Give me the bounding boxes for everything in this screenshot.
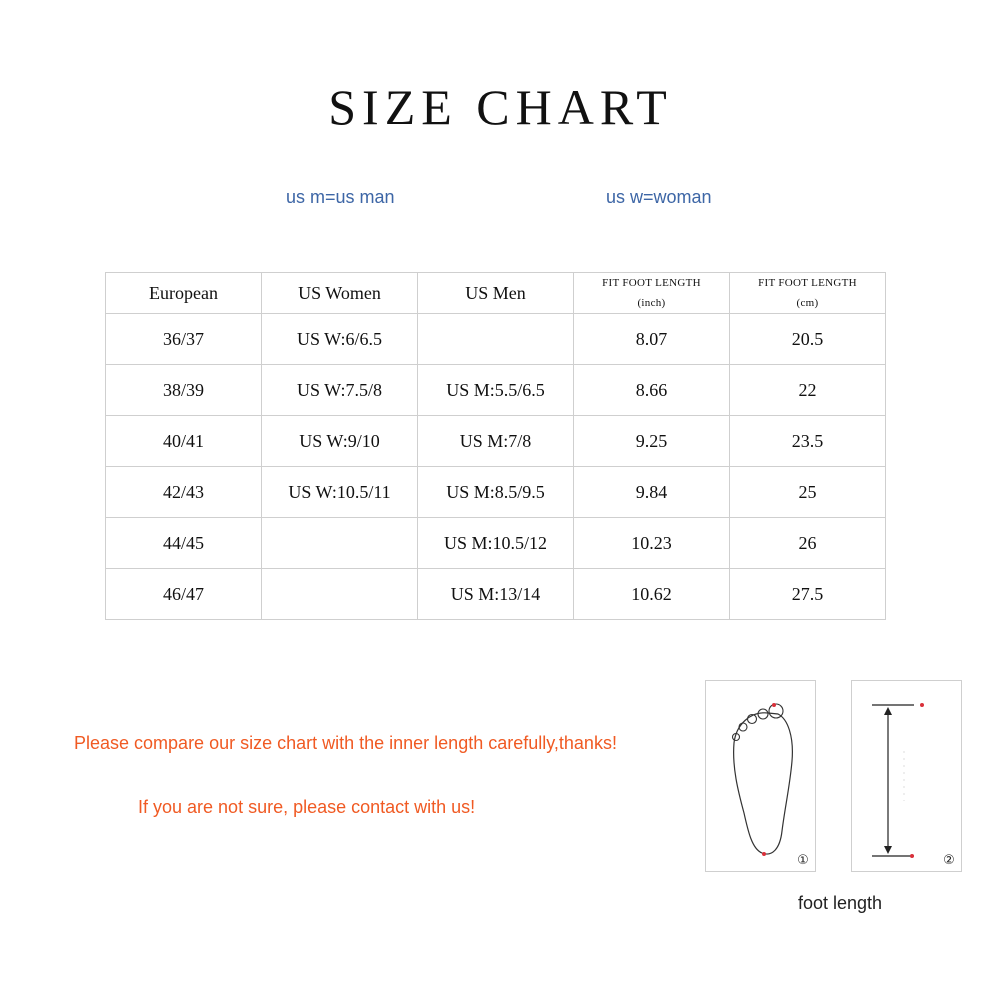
- header-fit-cm-unit: (cm): [796, 297, 819, 309]
- cell-cm: 23.5: [730, 416, 886, 467]
- foot-outline-drawing: [706, 681, 815, 871]
- arrow-up-icon: [884, 707, 892, 715]
- step-one-marker: ①: [797, 853, 809, 868]
- cell-us-women: US W:9/10: [262, 416, 418, 467]
- cell-cm: 22: [730, 365, 886, 416]
- cell-inch: 8.66: [574, 365, 730, 416]
- header-us-men: US Men: [418, 273, 574, 314]
- foot-length-caption: foot length: [798, 893, 883, 913]
- cell-cm: 27.5: [730, 569, 886, 620]
- step-two-marker: ②: [943, 853, 955, 868]
- notice-compare: Please compare our size chart with the inner length carefully,thanks!: [74, 733, 617, 753]
- toe-marker-dot: [772, 703, 776, 707]
- cell-us-men: US M:5.5/6.5: [418, 365, 574, 416]
- cell-us-men: US M:7/8: [418, 416, 574, 467]
- foot-length-figure: [851, 680, 962, 872]
- foot-outline-figure: [705, 680, 816, 872]
- cell-us-men: [418, 314, 574, 365]
- cell-cm: 26: [730, 518, 886, 569]
- table-header-row: [106, 273, 886, 314]
- cell-cm: 20.5: [730, 314, 886, 365]
- cell-inch: 10.62: [574, 569, 730, 620]
- header-fit-cm: [730, 273, 886, 314]
- cell-european: 36/37: [106, 314, 262, 365]
- cell-inch: 9.84: [574, 467, 730, 518]
- cell-us-women: [262, 569, 418, 620]
- header-fit-cm-label: FIT FOOT LENGTH: [758, 277, 857, 289]
- cell-us-men: US M:8.5/9.5: [418, 467, 574, 518]
- header-european: European: [106, 273, 262, 314]
- cell-european: 42/43: [106, 467, 262, 518]
- header-fit-inch-unit: (inch): [637, 297, 666, 309]
- table-row: [106, 569, 886, 620]
- top-marker-dot: [920, 703, 924, 707]
- legend-us-men: us m=us man: [286, 187, 395, 207]
- header-fit-inch-label: FIT FOOT LENGTH: [602, 277, 701, 289]
- table-row: [106, 365, 886, 416]
- cell-european: 46/47: [106, 569, 262, 620]
- legend-us-women: us w=woman: [606, 187, 712, 207]
- cell-inch: 10.23: [574, 518, 730, 569]
- table-row: [106, 314, 886, 365]
- table-row: [106, 518, 886, 569]
- heel-marker-dot: [762, 852, 766, 856]
- cell-us-men: US M:13/14: [418, 569, 574, 620]
- foot-length-drawing: [852, 681, 961, 871]
- cell-us-women: [262, 518, 418, 569]
- table-row: [106, 416, 886, 467]
- header-us-women: US Women: [262, 273, 418, 314]
- table-row: [106, 467, 886, 518]
- cell-european: 44/45: [106, 518, 262, 569]
- page-title: SIZE CHART: [328, 79, 673, 135]
- cell-european: 38/39: [106, 365, 262, 416]
- cell-cm: 25: [730, 467, 886, 518]
- cell-inch: 8.07: [574, 314, 730, 365]
- cell-us-men: US M:10.5/12: [418, 518, 574, 569]
- size-table: [105, 272, 886, 620]
- cell-european: 40/41: [106, 416, 262, 467]
- cell-us-women: US W:6/6.5: [262, 314, 418, 365]
- cell-inch: 9.25: [574, 416, 730, 467]
- cell-us-women: US W:7.5/8: [262, 365, 418, 416]
- arrow-down-icon: [884, 846, 892, 854]
- bottom-marker-dot: [910, 854, 914, 858]
- cell-us-women: US W:10.5/11: [262, 467, 418, 518]
- notice-contact: If you are not sure, please contact with us!: [138, 797, 476, 817]
- header-fit-inch: [574, 273, 730, 314]
